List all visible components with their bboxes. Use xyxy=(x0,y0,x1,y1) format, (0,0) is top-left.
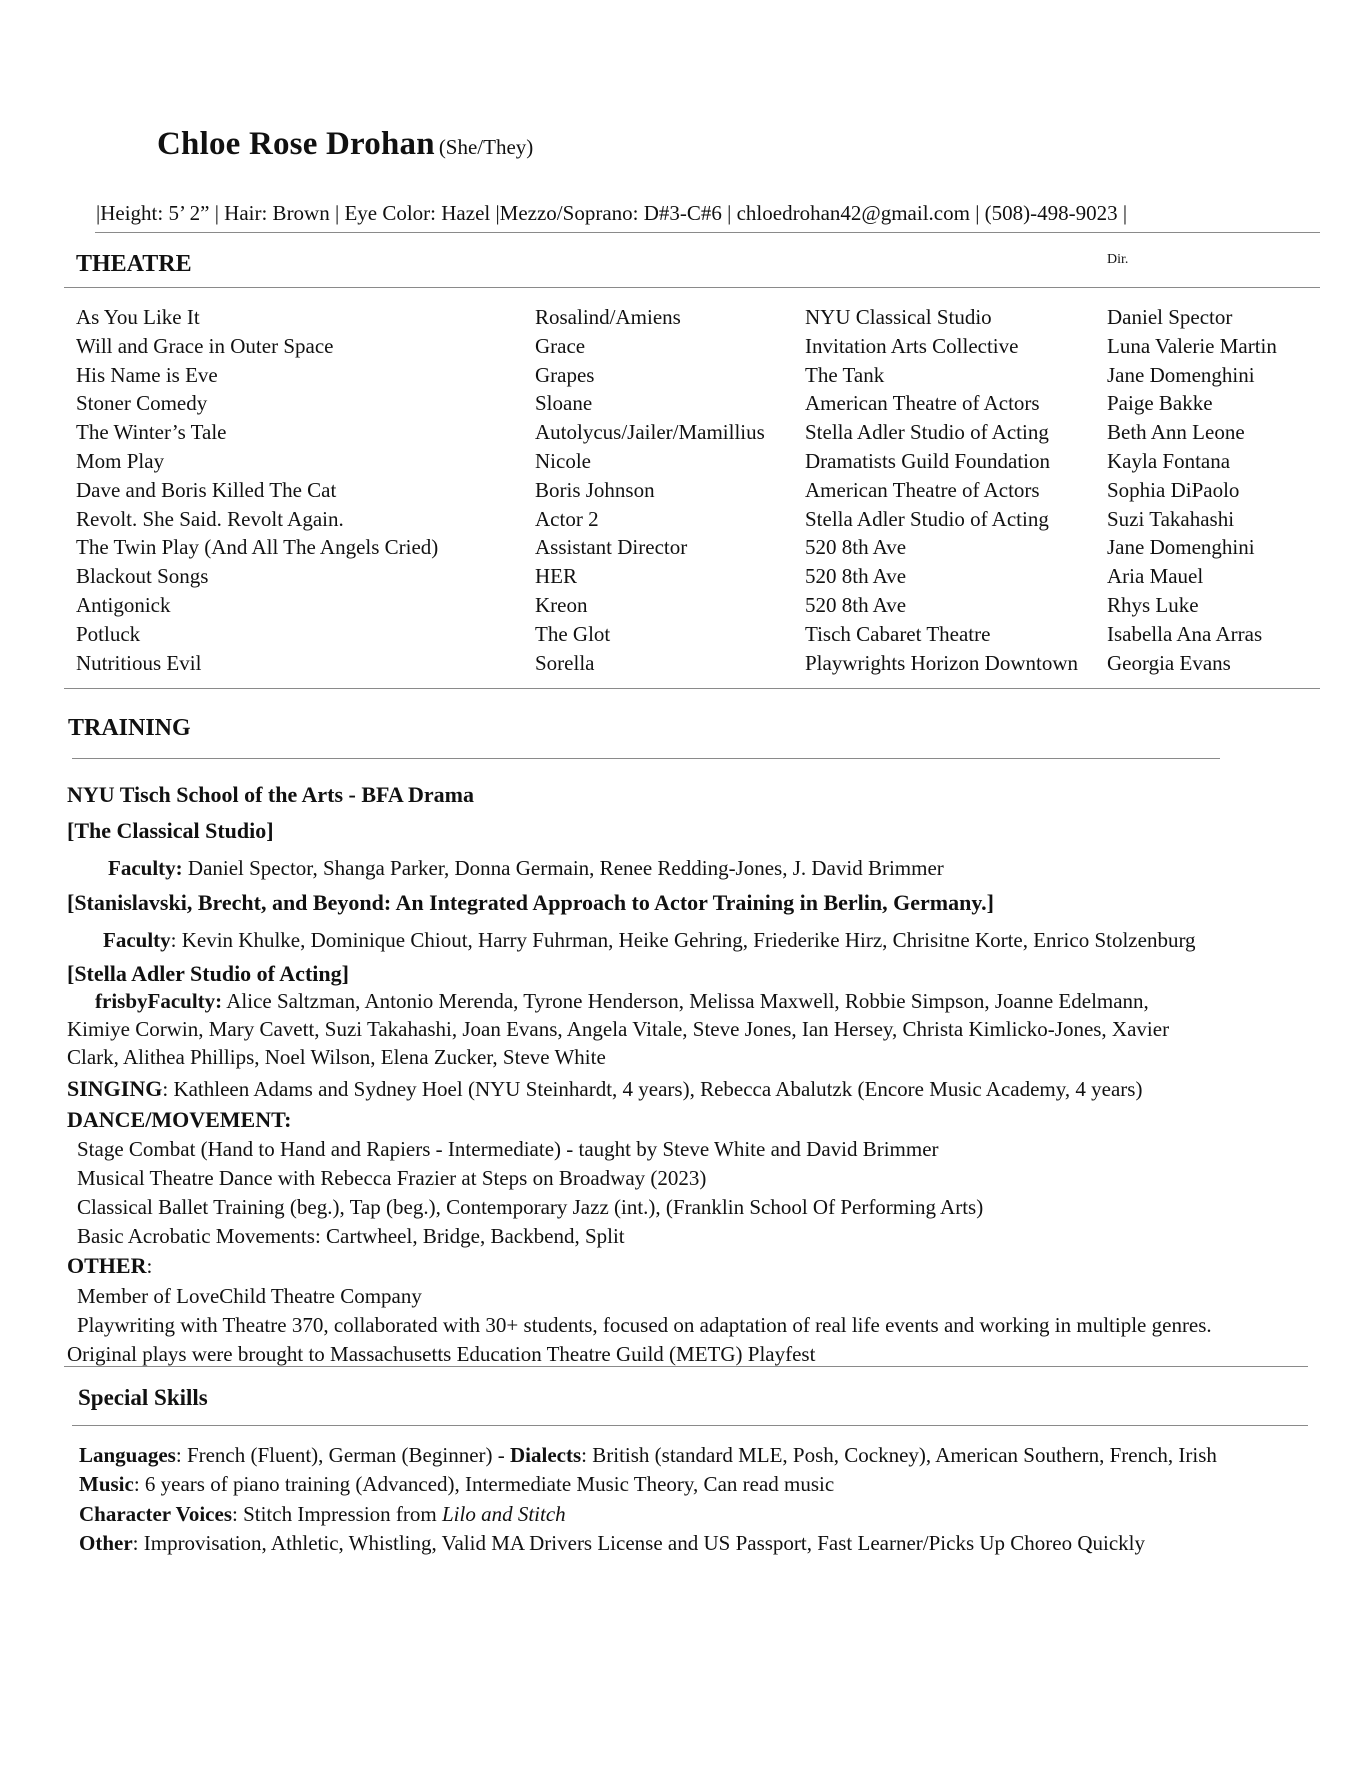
credit-play: Blackout Songs xyxy=(76,564,209,588)
faculty-label: Faculty: xyxy=(108,856,183,880)
credit-play: Dave and Boris Killed The Cat xyxy=(76,478,337,502)
credit-company: Dramatists Guild Foundation xyxy=(805,449,1050,473)
dance-item: Stage Combat (Hand to Hand and Rapiers - Intermediate) - taught by Steve White and David Brimmer xyxy=(77,1137,939,1161)
dance-item: Musical Theatre Dance with Rebecca Frazier at Steps on Broadway (2023) xyxy=(77,1166,707,1190)
credit-director: Jane Domenghini xyxy=(1107,535,1255,559)
special-skills-heading: Special Skills xyxy=(78,1385,208,1410)
other-skills-text: : Improvisation, Athletic, Whistling, Valid MA Drivers License and US Passport, Fast Learner/Picks Up Choreo Quickly xyxy=(132,1531,1146,1555)
theatre-credit-row xyxy=(0,564,1368,593)
theatre-credit-row xyxy=(0,651,1368,680)
credit-director: Aria Mauel xyxy=(1107,564,1204,588)
voices-label: Character Voices xyxy=(79,1502,232,1526)
theatre-credit-row xyxy=(0,305,1368,334)
credit-role: Nicole xyxy=(535,449,591,473)
berlin-program-heading: [Stanislavski, Brecht, and Beyond: An Integrated Approach to Actor Training in Berlin, Germany.] xyxy=(67,890,994,915)
theatre-credit-row xyxy=(0,363,1368,392)
languages-label: Languages xyxy=(79,1443,176,1467)
theatre-credit-row xyxy=(0,391,1368,420)
stats-line xyxy=(96,201,1127,226)
character-voices-line xyxy=(79,1502,566,1527)
credit-play: Will and Grace in Outer Space xyxy=(76,334,334,358)
stella-adler-heading: [Stella Adler Studio of Acting] xyxy=(67,961,349,986)
credit-company: Playwrights Horizon Downtown xyxy=(805,651,1078,675)
dance-item: Classical Ballet Training (beg.), Tap (beg.), Contemporary Jazz (int.), (Franklin School Of Performing Arts) xyxy=(77,1195,984,1219)
credit-company: 520 8th Ave xyxy=(805,535,907,559)
credit-play: The Winter’s Tale xyxy=(76,420,227,444)
theatre-credit-row xyxy=(0,478,1368,507)
credit-role: Actor 2 xyxy=(535,507,599,531)
pronouns: (She/They) xyxy=(438,135,534,159)
dance-heading: DANCE/MOVEMENT: xyxy=(67,1107,292,1132)
hair: | Hair: Brown xyxy=(214,201,330,225)
divider xyxy=(64,688,1320,689)
divider xyxy=(95,232,1320,233)
singing-text: : Kathleen Adams and Sydney Hoel (NYU Steinhardt, 4 years), Rebecca Abalutzk (Encore Music Academy, 4 years) xyxy=(162,1077,1143,1101)
divider xyxy=(64,1366,1308,1367)
credit-play: Revolt. She Said. Revolt Again. xyxy=(76,507,344,531)
credit-director: Daniel Spector xyxy=(1107,305,1233,329)
dialects-label: Dialects xyxy=(510,1443,582,1467)
faculty-list: : Kevin Khulke, Dominique Chiout, Harry Fuhrman, Heike Gehring, Friederike Hirz, Chrisitne Korte, Enrico Stolzenburg xyxy=(170,928,1196,952)
singing-label: SINGING xyxy=(67,1076,163,1101)
credit-role: Boris Johnson xyxy=(535,478,655,502)
divider xyxy=(72,1425,1308,1426)
divider xyxy=(72,758,1220,759)
voices-title: Lilo and Stitch xyxy=(441,1502,566,1526)
training-heading: TRAINING xyxy=(68,715,191,741)
theatre-credit-row xyxy=(0,622,1368,651)
credit-role: Rosalind/Amiens xyxy=(535,305,681,329)
actor-name: Chloe Rose Drohan xyxy=(157,126,435,162)
credit-director: Luna Valerie Martin xyxy=(1107,334,1277,358)
credit-play: As You Like It xyxy=(76,305,200,329)
music-text: : 6 years of piano training (Advanced), Intermediate Music Theory, Can read music xyxy=(133,1472,835,1496)
credit-role: Sorella xyxy=(535,651,595,675)
other-skills-line xyxy=(79,1531,1145,1556)
height: |Height: 5’ 2” xyxy=(96,201,210,225)
theatre-credit-row xyxy=(0,420,1368,449)
singing-line xyxy=(67,1076,1142,1102)
credit-company: 520 8th Ave xyxy=(805,564,907,588)
credit-company: American Theatre of Actors xyxy=(805,391,1040,415)
credit-company: NYU Classical Studio xyxy=(805,305,992,329)
credit-director: Suzi Takahashi xyxy=(1107,507,1235,531)
credit-company: Invitation Arts Collective xyxy=(805,334,1019,358)
classical-faculty xyxy=(108,856,944,881)
stella-faculty-line-1 xyxy=(95,989,1149,1014)
credit-director: Isabella Ana Arras xyxy=(1107,622,1263,646)
credit-play: Stoner Comedy xyxy=(76,391,208,415)
faculty-label: Faculty xyxy=(103,928,171,952)
stella-faculty-line-2: Kimiye Corwin, Mary Cavett, Suzi Takahashi, Joan Evans, Angela Vitale, Steve Jones, Ian Hersey, Christa Kimlicko-Jones, Xavier xyxy=(67,1017,1170,1041)
director-column-label: Dir. xyxy=(1107,252,1129,267)
credit-play: Mom Play xyxy=(76,449,165,473)
theatre-credit-row xyxy=(0,334,1368,363)
other-label: OTHER xyxy=(67,1253,147,1278)
phone: | (508)-498-9023 | xyxy=(975,201,1128,225)
credit-director: Kayla Fontana xyxy=(1107,449,1231,473)
theatre-credit-row xyxy=(0,507,1368,536)
berlin-faculty xyxy=(103,928,1196,953)
faculty-list: Alice Saltzman, Antonio Merenda, Tyrone Henderson, Melissa Maxwell, Robbie Simpson, Joanne Edelmann, xyxy=(226,989,1149,1013)
voice-range: |Mezzo/Soprano: D#3-C#6 | xyxy=(495,201,732,225)
credit-role: Grace xyxy=(535,334,586,358)
eye-color: | Eye Color: Hazel xyxy=(334,201,491,225)
theatre-credit-row xyxy=(0,593,1368,622)
credit-company: Stella Adler Studio of Acting xyxy=(805,507,1049,531)
faculty-list: Daniel Spector, Shanga Parker, Donna Germain, Renee Redding-Jones, J. David Brimmer xyxy=(187,856,944,880)
credit-company: The Tank xyxy=(805,363,885,387)
school-name: NYU Tisch School of the Arts - BFA Drama xyxy=(67,782,474,807)
stella-faculty-line-3: Clark, Alithea Phillips, Noel Wilson, Elena Zucker, Steve White xyxy=(67,1045,606,1069)
credit-play: Antigonick xyxy=(76,593,171,617)
theatre-credit-row xyxy=(0,449,1368,478)
credit-company: American Theatre of Actors xyxy=(805,478,1040,502)
credit-role: Kreon xyxy=(535,593,588,617)
credit-role: Assistant Director xyxy=(535,535,688,559)
other-colon: : xyxy=(146,1254,153,1278)
credit-director: Jane Domenghini xyxy=(1107,363,1255,387)
other-item: Member of LoveChild Theatre Company xyxy=(77,1284,422,1308)
credit-role: HER xyxy=(535,564,577,588)
credit-play: His Name is Eve xyxy=(76,363,218,387)
credit-director: Rhys Luke xyxy=(1107,593,1199,617)
music-label: Music xyxy=(79,1472,134,1496)
other-heading xyxy=(67,1253,152,1279)
credit-company: Stella Adler Studio of Acting xyxy=(805,420,1049,444)
voices-text: : Stitch Impression from xyxy=(232,1502,442,1526)
credit-company: Tisch Cabaret Theatre xyxy=(805,622,991,646)
other-item-continued: Original plays were brought to Massachusetts Education Theatre Guild (METG) Playfest xyxy=(67,1342,816,1366)
credit-role: The Glot xyxy=(535,622,611,646)
other-item: Playwriting with Theatre 370, collaborated with 30+ students, focused on adaptation of real life events and working in multiple genres. xyxy=(77,1313,1212,1337)
credit-director: Sophia DiPaolo xyxy=(1107,478,1240,502)
languages-text: : French (Fluent), German (Beginner) - xyxy=(175,1443,511,1467)
credit-director: Georgia Evans xyxy=(1107,651,1231,675)
divider xyxy=(64,287,1320,288)
credit-play: Nutritious Evil xyxy=(76,651,202,675)
languages-line xyxy=(79,1443,1217,1468)
credit-role: Sloane xyxy=(535,391,593,415)
credit-role: Autolycus/Jailer/Mamillius xyxy=(535,420,765,444)
credit-company: 520 8th Ave xyxy=(805,593,907,617)
theatre-credit-row xyxy=(0,535,1368,564)
email: chloedrohan42@gmail.com xyxy=(736,201,970,225)
music-line xyxy=(79,1472,834,1497)
credit-director: Paige Bakke xyxy=(1107,391,1213,415)
classical-studio-heading: [The Classical Studio] xyxy=(67,818,274,843)
other-skills-label: Other xyxy=(79,1531,133,1555)
faculty-label: frisbyFaculty: xyxy=(95,989,223,1013)
dance-item: Basic Acrobatic Movements: Cartwheel, Bridge, Backbend, Split xyxy=(77,1224,625,1248)
dialects-text: : British (standard MLE, Posh, Cockney), American Southern, French, Irish xyxy=(581,1443,1217,1467)
credit-role: Grapes xyxy=(535,363,595,387)
credit-director: Beth Ann Leone xyxy=(1107,420,1245,444)
credit-play: Potluck xyxy=(76,622,141,646)
theatre-heading: THEATRE xyxy=(76,251,192,277)
credit-play: The Twin Play (And All The Angels Cried) xyxy=(76,535,439,559)
name-line xyxy=(157,126,533,163)
